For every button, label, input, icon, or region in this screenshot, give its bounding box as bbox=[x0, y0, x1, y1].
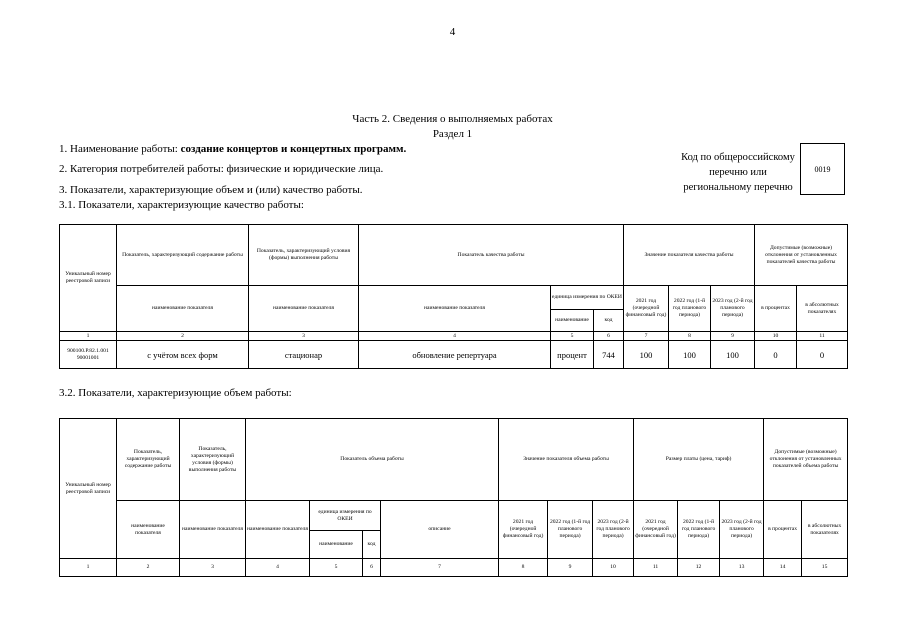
cell-conditions: стационар bbox=[249, 341, 359, 369]
col-number: 6 bbox=[363, 559, 381, 577]
th-quality-value: Значение показателя качества работы bbox=[624, 225, 755, 286]
table-row bbox=[60, 341, 848, 369]
th-fee: Размер платы (цена, тариф) bbox=[634, 419, 764, 501]
th-percent: в процентах bbox=[764, 501, 802, 559]
cell-indicator: обновление репертуара bbox=[359, 341, 551, 369]
cell-absolute: 0 bbox=[797, 341, 848, 369]
col-number: 4 bbox=[359, 332, 551, 341]
col-number: 8 bbox=[669, 332, 711, 341]
th-fee-2021: 2021 год (очередной финансовый год) bbox=[634, 501, 678, 559]
cell-unit-name: процент bbox=[551, 341, 594, 369]
th-quality-indicator: Показатель качества работы bbox=[359, 225, 624, 286]
th-content-indicator: Показатель, характеризующий содержание работы bbox=[117, 419, 180, 501]
col-number: 5 bbox=[310, 559, 363, 577]
th-absolute: в абсолютных показателях bbox=[802, 501, 848, 559]
th-description: описание bbox=[381, 501, 499, 559]
col-number: 8 bbox=[499, 559, 548, 577]
th-volume-value: Значение показателя объема работы bbox=[499, 419, 634, 501]
th-indicator-name-2: наименование показателя bbox=[249, 286, 359, 332]
th-fee-2022: 2022 год (1-й год планового периода) bbox=[678, 501, 720, 559]
col-number: 11 bbox=[797, 332, 848, 341]
col-number: 1 bbox=[60, 559, 117, 577]
th-deviation: Допустимые (возможные) отклонения от установленных показателей объема работы bbox=[764, 419, 848, 501]
cell-percent: 0 bbox=[755, 341, 797, 369]
col-number: 2 bbox=[117, 559, 180, 577]
cell-unit-code: 744 bbox=[594, 341, 624, 369]
code-value: 0019 bbox=[814, 164, 831, 174]
cell-2021: 100 bbox=[624, 341, 669, 369]
th-unit-name: наименование bbox=[310, 531, 363, 559]
cell-content: с учётом всех форм bbox=[117, 341, 249, 369]
th-year-2021: 2021 год (очередной финансовый год) bbox=[499, 501, 548, 559]
col-number: 10 bbox=[755, 332, 797, 341]
th-unit-code: код bbox=[363, 531, 381, 559]
cell-2023: 100 bbox=[711, 341, 755, 369]
col-number: 5 bbox=[551, 332, 594, 341]
col-number: 12 bbox=[678, 559, 720, 577]
col-number: 10 bbox=[593, 559, 634, 577]
col-number: 3 bbox=[180, 559, 246, 577]
th-year-2022: 2022 год (1-й год планового периода) bbox=[669, 286, 711, 332]
th-year-2022: 2022 год (1-й год планового периода) bbox=[548, 501, 593, 559]
col-number: 7 bbox=[624, 332, 669, 341]
col-number: 2 bbox=[117, 332, 249, 341]
col-number: 11 bbox=[634, 559, 678, 577]
code-box bbox=[800, 143, 845, 195]
th-indicator-name-3: наименование показателя bbox=[246, 501, 310, 559]
column-numbers-row bbox=[60, 332, 848, 341]
col-number: 4 bbox=[246, 559, 310, 577]
th-indicator-name-3: наименование показателя bbox=[359, 286, 551, 332]
th-conditions-indicator: Показатель, характеризующий условия (формы) выполнения работы bbox=[249, 225, 359, 286]
volume-indicators-heading: 3.2. Показатели, характеризующие объем работы: bbox=[59, 387, 292, 399]
page-number: 4 bbox=[449, 26, 456, 38]
th-unique-number: Уникальный номер реестровой записи bbox=[60, 225, 117, 332]
section-title: Раздел 1 bbox=[432, 128, 473, 140]
col-number: 9 bbox=[548, 559, 593, 577]
quality-indicators-heading: 3.1. Показатели, характеризующие качество работы: bbox=[59, 199, 304, 211]
th-year-2023: 2023 год (2-й год планового периода) bbox=[593, 501, 634, 559]
th-unit: единица измерения по ОКЕИ bbox=[310, 501, 381, 531]
th-fee-2023: 2023 год (2-й год планового периода) bbox=[720, 501, 764, 559]
th-percent: в процентах bbox=[755, 286, 797, 332]
th-indicator-name-2: наименование показателя bbox=[180, 501, 246, 559]
col-number: 1 bbox=[60, 332, 117, 341]
th-conditions-indicator: Показатель, характеризующий условия (формы) выполнения работы bbox=[180, 419, 246, 501]
cell-unique-number: 900100.Р.82.1.001 90001001 bbox=[60, 341, 117, 369]
col-number: 6 bbox=[594, 332, 624, 341]
col-number: 9 bbox=[711, 332, 755, 341]
column-numbers-row bbox=[60, 559, 848, 577]
th-deviation: Допустимые (возможные) отклонения от установленных показателей качества работы bbox=[755, 225, 848, 286]
th-content-indicator: Показатель, характеризующий содержание работы bbox=[117, 225, 249, 286]
th-unit-code: код bbox=[594, 310, 624, 332]
volume-table bbox=[59, 418, 848, 577]
th-indicator-name-1: наименование показателя bbox=[117, 501, 180, 559]
col-number: 14 bbox=[764, 559, 802, 577]
col-number: 7 bbox=[381, 559, 499, 577]
th-year-2023: 2023 год (2-й год планового периода) bbox=[711, 286, 755, 332]
indicators-line: 3. Показатели, характеризующие объем и (или) качество работы. bbox=[59, 184, 363, 196]
th-unique-number: Уникальный номер реестровой записи bbox=[60, 419, 117, 559]
cell-2022: 100 bbox=[669, 341, 711, 369]
th-volume-indicator: Показатель объема работы bbox=[246, 419, 499, 501]
code-label: Код по общероссийскому перечню или региональному перечню bbox=[681, 152, 795, 193]
work-name-line bbox=[59, 143, 406, 155]
col-number: 13 bbox=[720, 559, 764, 577]
th-unit: единица измерения по ОКЕИ bbox=[551, 286, 624, 310]
work-name-prefix: 1. Наименование работы: bbox=[59, 143, 181, 155]
th-indicator-name-1: наименование показателя bbox=[117, 286, 249, 332]
col-number: 3 bbox=[249, 332, 359, 341]
part-title: Часть 2. Сведения о выполняемых работах bbox=[352, 113, 553, 125]
work-name-value: создание концертов и концертных программ. bbox=[180, 143, 407, 155]
col-number: 15 bbox=[802, 559, 848, 577]
th-absolute: в абсолютных показателях bbox=[797, 286, 848, 332]
th-unit-name: наименование bbox=[551, 310, 594, 332]
th-year-2021: 2021 год (очередной финансовый год) bbox=[624, 286, 669, 332]
consumers-line: 2. Категория потребителей работы: физические и юридические лица. bbox=[59, 163, 384, 175]
quality-table bbox=[59, 224, 848, 369]
